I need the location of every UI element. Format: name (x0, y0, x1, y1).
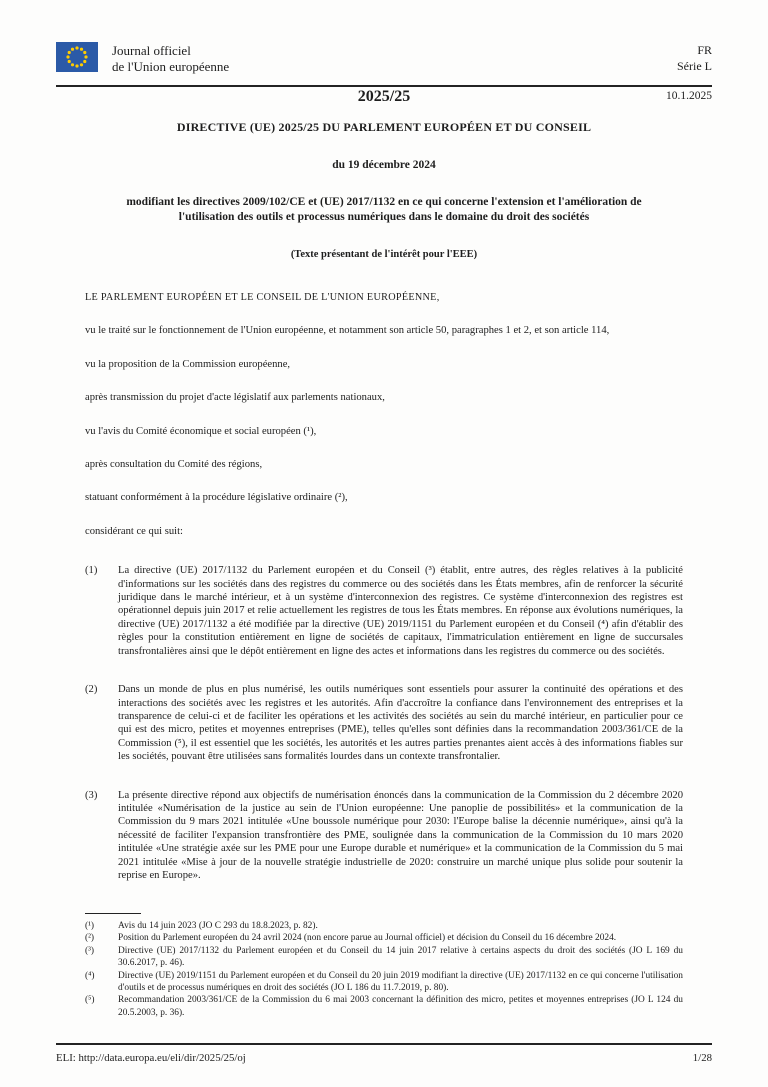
footnote-marker: (¹) (85, 921, 95, 931)
document-body (85, 291, 683, 907)
page-footer (56, 1043, 712, 1064)
recital-number: (3) (85, 789, 98, 801)
eee-notice: (Texte présentant de l'intérêt pour l'EEE) (290, 249, 478, 260)
recital-text: Dans un monde de plus en plus numérisé, les outils numériques sont essentiels pour assurer la continuité des opérations et des interactions des sociétés avec les registres et les autorités. Afin d'accroître la confiance dans l'environnement des entreprises et la transparence de celui-ci et de faciliter les opérations et les activités des sociétés au sein du marché intérieur, en particulier pour ce qui est des micro, petites et moyennes entreprises (PME), telles qu'elles sont définies dans la recommandation 2003/361/CE de la Commission (⁵), il est essentiel que les sociétés, les autorités et les autres parties prenantes aient accès à des informations fiables sur les sociétés, pouvant être utilisées sans formalités lourdes dans un contexte transfrontalier. (118, 684, 683, 763)
subheader (56, 88, 712, 114)
preamble-paragraph: vu l'avis du Comité économique et social européen (¹), (85, 425, 317, 437)
recital-2 (85, 683, 683, 763)
header-right (677, 42, 712, 74)
issue-date: 10.1.2025 (666, 90, 712, 102)
directive-title: DIRECTIVE (UE) 2025/25 DU PARLEMENT EUROPÉEN ET DU CONSEIL (176, 120, 592, 134)
preamble-paragraph: considérant ce qui suit: (85, 525, 183, 537)
eu-flag-icon (56, 42, 98, 72)
preamble-paragraph: après consultation du Comité des régions, (85, 459, 263, 471)
series-label: Série L (677, 58, 712, 73)
page-header (56, 42, 712, 87)
language-code: FR (697, 43, 712, 57)
recital-3 (85, 789, 683, 883)
recital-number: (2) (85, 684, 98, 696)
footnote-text: Avis du 14 juin 2023 (JO C 293 du 18.8.2023, p. 82). (118, 921, 318, 931)
footnote-5 (85, 994, 683, 1019)
footnote-marker: (⁵) (85, 995, 95, 1006)
preamble-paragraph: après transmission du projet d'acte législatif aux parlements nationaux, (85, 392, 385, 404)
footnote-2 (85, 932, 683, 944)
footnote-text: Directive (UE) 2017/1132 du Parlement européen et du Conseil du 14 juin 2017 relative à certains aspects du droit des sociétés (JO L 169 du 30.6.2017, p. 46). (118, 945, 683, 969)
footnote-1 (85, 920, 683, 932)
footnotes-section (85, 913, 683, 1019)
footnote-text: Recommandation 2003/361/CE de la Commission du 6 mai 2003 concernant la définition des micro, petites et moyennes entreprises (JO L 124 du 20.5.2003, p. 36). (118, 995, 683, 1018)
recital-text: La présente directive répond aux objectifs de numérisation énoncés dans la communication de la Commission du 2 décembre 2020 intitulée «Numérisation de la justice au sein de l'Union européenne: Une panoplie de possibilités» et la communication de la Commission du 9 mars 2021 intitulée «Une boussole numérique pour 2030: l'Europe balise la décennie numérique», ainsi qu'à la nécessité de faciliter l'expansion transfrontière des PME, soulignée dans la communication de la Commission du 10 mars 2020 intitulée «Une stratégie axée sur les PME pour une Europe durable et numérique» et la communication de la Commission du 5 mai 2021 intitulée «Mise à jour de la nouvelle stratégie industrielle de 2020: construire un marché unique plus solide pour soutenir la reprise en Europe». (118, 789, 683, 881)
preamble-opening: LE PARLEMENT EUROPÉEN ET LE CONSEIL DE L'UNION EUROPÉENNE, (85, 292, 440, 303)
footnote-marker: (³) (85, 945, 95, 956)
footnote-3 (85, 945, 683, 970)
footnote-text: Directive (UE) 2019/1151 du Parlement européen et du Conseil du 20 juin 2019 modifiant la directive (UE) 2017/1132 en ce qui concerne l'utilisation d'outils et de processus numériques en droit des sociétés (JO L 186 du 11.7.2019, p. 80). (118, 970, 683, 994)
journal-title-line1: Journal officiel (112, 43, 191, 58)
footnote-text: Position du Parlement européen du 24 avril 2024 (non encore parue au Journal officiel) et décision du Conseil du 16 décembre 2024. (118, 933, 617, 944)
recitals (85, 564, 683, 882)
preamble-paragraph: vu le traité sur le fonctionnement de l'Union européenne, et notamment son article 50, paragraphes 1 et 2, et son article 114, (85, 325, 610, 337)
footer-page-number: 1/28 (692, 1052, 712, 1064)
footnote-4 (85, 970, 683, 995)
footnote-separator (85, 913, 141, 914)
directive-subject: modifiant les directives 2009/102/CE et (UE) 2017/1132 en ce qui concerne l'extension et l'amélioration de l'utilisation des outils et processus numériques dans le domaine du droit des sociétés (126, 196, 642, 223)
recital-text: La directive (UE) 2017/1132 du Parlement européen et du Conseil (³) établit, entre autres, des règles relatives à la publicité d'informations sur les sociétés dans des registres du commerce ou des sociétés dans les États membres, afin de renforcer la sécurité juridique dans le marché intérieur, et à un système d'interconnexion des registres. Ce système d'interconnexion des registres est opérationnel depuis juin 2017 et relie actuellement les registres de tous les États membres. En réponse aux évolutions numériques, la directive (UE) 2017/1132 a été modifiée par la directive (UE) 2019/1151 du Parlement européen et du Conseil (⁴) afin d'établir des règles pour la constitution entièrement en ligne de sociétés de capitaux, l'immatriculation entièrement en ligne de succursales transfrontalières ainsi que le dépôt entièrement en ligne des actes et informations dans les registres du commerce ou des sociétés. (118, 565, 683, 657)
footnote-marker: (²) (85, 933, 95, 944)
journal-title-line2: de l'Union européenne (112, 58, 230, 74)
title-block (85, 120, 683, 260)
header-left (56, 42, 229, 75)
journal-title (112, 42, 229, 75)
footer-eli: ELI: http://data.europa.eu/eli/dir/2025/25/oj (56, 1052, 246, 1064)
footnote-marker: (⁴) (85, 970, 95, 981)
preamble-paragraph: statuant conformément à la procédure législative ordinaire (²), (85, 492, 348, 504)
recital-number: (1) (85, 565, 98, 577)
preamble-paragraph: vu la proposition de la Commission européenne, (85, 358, 291, 370)
doc-number: 2025/25 (357, 88, 411, 105)
directive-date: du 19 décembre 2024 (332, 159, 436, 171)
recital-1 (85, 564, 683, 658)
